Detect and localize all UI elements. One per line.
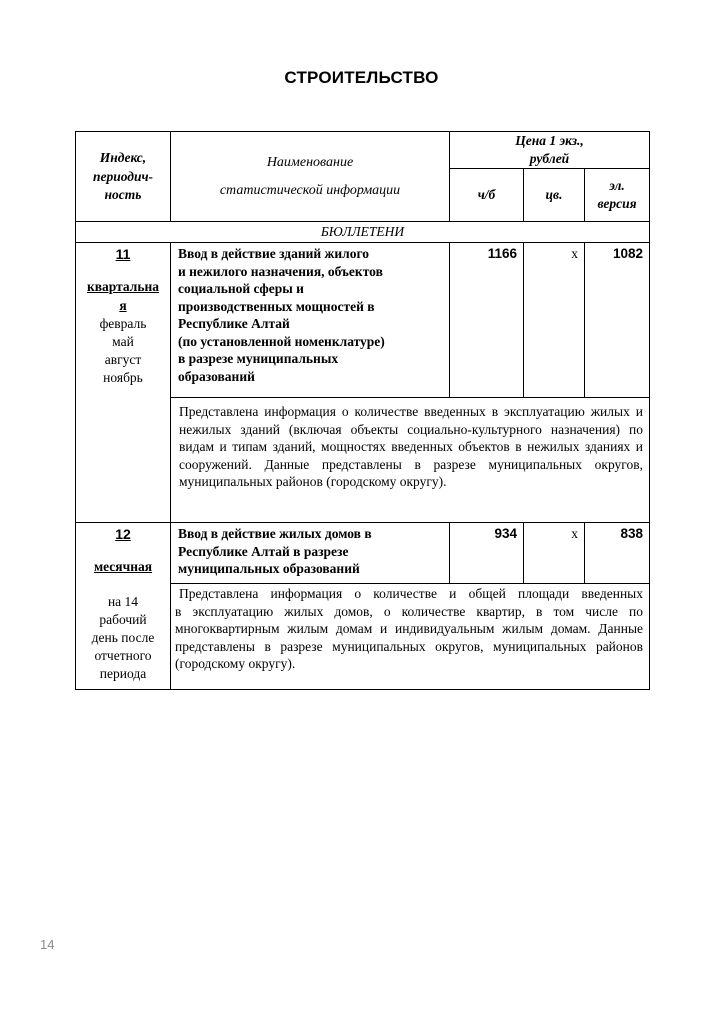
header-price-electronic: эл. версия xyxy=(585,169,650,222)
row-12-periodicity: месячная xyxy=(93,559,153,575)
row-11-periodicity: квартальна я xyxy=(86,279,160,313)
row-12-description-rest: в эксплуатацию жилых домов, о количестве квартир, в том числе по многоквартирным жилым домам и индивидуальным жилым домам. Данные представлены в разрезе муниципальных округов, муниципальных районов (городскому округу). xyxy=(175,603,644,672)
section-bulletins: БЮЛЛЕТЕНИ xyxy=(76,222,650,243)
row-11-price-color: x xyxy=(524,243,585,398)
page-number: 14 xyxy=(40,937,55,952)
row-12-description-line1: Представлена информация о количестве и общей площади введенных xyxy=(179,586,644,602)
header-index: Индекс, периодич- ность xyxy=(76,132,171,222)
row-12-index-cell xyxy=(76,523,171,690)
row-12-index: 12 xyxy=(115,526,131,543)
row-11-index: 11 xyxy=(115,246,131,263)
row-11-price-electronic: 1082 xyxy=(585,243,650,398)
header-price-bw: ч/б xyxy=(450,169,524,222)
row-12-description xyxy=(171,584,650,690)
row-12-name: Ввод в действие жилых домов в Республике Алтай в разрезе муниципальных образований xyxy=(171,523,450,584)
row-11-description: Представлена информация о количестве введенных в эксплуатацию жилых и нежилых зданий (включая объекты социально-культурного назначения) по видам и типам зданий, мощностях введенных объектов в нежилых зданиях и сооружений. Данные представлены в разрезе муниципальных округов, муниципальных районов (городскому округу). xyxy=(171,398,650,523)
header-price-color: цв. xyxy=(524,169,585,222)
header-price-group: Цена 1 экз., рублей xyxy=(450,132,650,169)
catalog-table xyxy=(75,131,650,690)
row-11-name: Ввод в действие зданий жилого и нежилого назначения, объектов социальной сферы и производственных мощностей в Республике Алтай (по установленной номенклатуре) в разрезе муниципальных образований xyxy=(171,243,450,398)
header-name: Наименование статистической информации xyxy=(171,132,450,222)
row-11-months: февраль май август ноябрь xyxy=(99,315,147,386)
row-12-price-electronic: 838 xyxy=(585,523,650,584)
row-11-index-cell xyxy=(76,243,171,523)
row-12-price-bw: 934 xyxy=(450,523,524,584)
row-12-schedule: на 14 рабочий день после отчетного периода xyxy=(91,593,155,682)
row-11-price-bw: 1166 xyxy=(450,243,524,398)
page-title: СТРОИТЕЛЬСТВО xyxy=(284,68,439,87)
row-12-price-color: x xyxy=(524,523,585,584)
